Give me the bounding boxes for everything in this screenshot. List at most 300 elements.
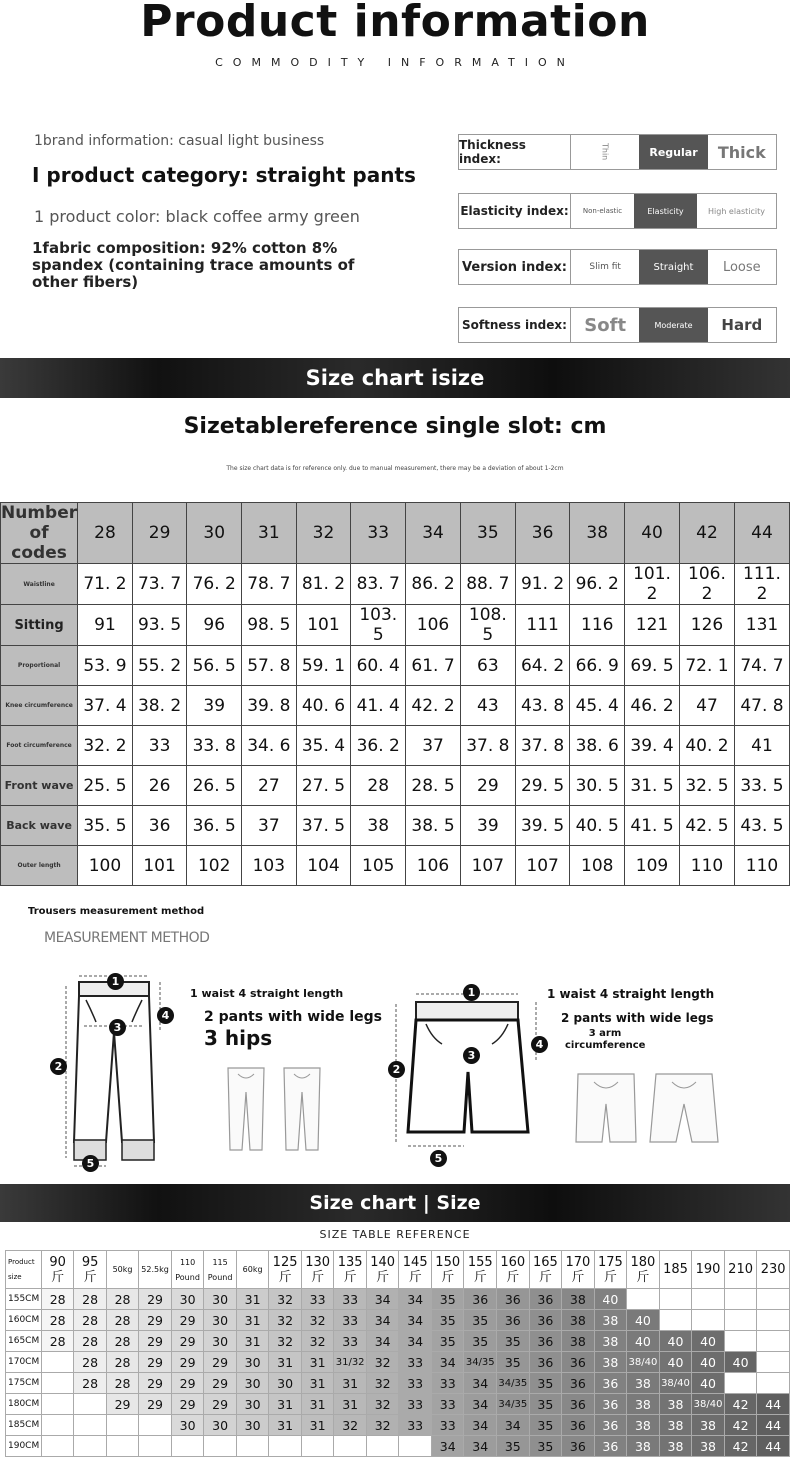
size-table-corner: Number of codes	[1, 503, 78, 563]
table-cell: 38	[594, 1310, 627, 1331]
table-cell: 71. 2	[78, 564, 133, 605]
table-cell: 42. 5	[680, 806, 735, 846]
table-cell	[74, 1394, 106, 1415]
index-option: Loose	[722, 259, 761, 275]
table-cell: 110	[734, 846, 789, 886]
right-callout-2: 2 pants with wide legs	[561, 1011, 714, 1025]
weight-header-cell: 110 Pound	[171, 1251, 204, 1289]
weight-header-cell: 95 斤	[74, 1251, 106, 1289]
table-cell	[41, 1373, 73, 1394]
table-cell: 32. 5	[680, 766, 735, 806]
table-cell: 91	[78, 605, 133, 646]
table-cell: 57. 8	[242, 646, 297, 686]
table-cell: 28. 5	[406, 766, 461, 806]
table-cell: 33	[431, 1394, 464, 1415]
table-cell: 29	[460, 766, 515, 806]
table-cell: 34/35	[464, 1352, 497, 1373]
weight-height-table	[5, 1250, 790, 1457]
table-cell: 33	[399, 1415, 432, 1436]
left-callout-1: 1 waist 4 straight length	[190, 987, 344, 1000]
table-row	[1, 726, 790, 766]
table-cell: 101	[132, 846, 187, 886]
table-cell	[334, 1436, 367, 1457]
table-cell: 43	[460, 686, 515, 726]
table-cell: 32	[269, 1310, 302, 1331]
table-cell: 34	[464, 1415, 497, 1436]
table-cell: 36	[497, 1310, 530, 1331]
table-cell: 40. 5	[570, 806, 625, 846]
table-cell: 42	[724, 1436, 757, 1457]
size-table	[0, 502, 790, 886]
table-cell: 30	[269, 1373, 302, 1394]
table-cell	[757, 1289, 790, 1310]
marker-2: 2	[388, 1061, 405, 1078]
table-cell: 39. 8	[242, 686, 297, 726]
table-cell: 36	[529, 1289, 562, 1310]
index-option: Slim fit	[589, 262, 621, 272]
table-cell: 29	[139, 1331, 172, 1352]
table-row	[1, 564, 790, 605]
thickness-index	[458, 134, 777, 170]
table-cell: 106. 2	[680, 564, 735, 605]
table-cell: 73. 7	[132, 564, 187, 605]
index-option: High elasticity	[708, 206, 765, 216]
table-cell: 32	[301, 1331, 334, 1352]
size-code: 28	[78, 503, 133, 564]
table-cell: 61. 7	[406, 646, 461, 686]
row-label: Outer length	[1, 846, 78, 886]
table-cell: 34	[399, 1289, 432, 1310]
row-label: Foot circumference	[1, 726, 78, 766]
table-cell: 37	[242, 806, 297, 846]
table-row	[1, 605, 790, 646]
table-cell: 38. 6	[570, 726, 625, 766]
weight-header-cell: 160 斤	[497, 1251, 530, 1289]
table-cell: 38	[562, 1331, 595, 1352]
table-row	[6, 1436, 790, 1457]
table-cell: 36	[594, 1415, 627, 1436]
table-cell: 116	[570, 605, 625, 646]
table-cell	[659, 1289, 692, 1310]
table-cell: 31	[334, 1394, 367, 1415]
row-label: Back wave	[1, 806, 78, 846]
table-cell: 29	[204, 1394, 237, 1415]
table-cell: 35	[529, 1415, 562, 1436]
table-cell: 40	[659, 1352, 692, 1373]
table-cell: 106	[406, 605, 461, 646]
right-callout-1: 1 waist 4 straight length	[547, 987, 715, 1001]
table-row	[6, 1310, 790, 1331]
table-row	[6, 1415, 790, 1436]
table-cell: 30	[236, 1415, 268, 1436]
table-cell: 28	[106, 1289, 138, 1310]
table-cell: 37	[406, 726, 461, 766]
table-cell: 40	[627, 1310, 660, 1331]
table-cell: 108. 5	[460, 605, 515, 646]
index-label: Version index:	[459, 250, 571, 284]
table-cell: 111. 2	[734, 564, 789, 605]
table-cell: 47. 8	[734, 686, 789, 726]
table-cell: 31	[301, 1394, 334, 1415]
weight-header-cell: 130 斤	[301, 1251, 334, 1289]
table-cell: 28	[106, 1373, 138, 1394]
size-code: 33	[351, 503, 406, 564]
table-cell	[724, 1331, 757, 1352]
height-label: 190CM	[6, 1436, 42, 1457]
index-option-selected: Elasticity	[634, 194, 697, 228]
table-cell: 29	[139, 1352, 172, 1373]
table-cell: 34	[399, 1331, 432, 1352]
row-label: Proportional	[1, 646, 78, 686]
weight-header-cell: 210	[724, 1251, 757, 1289]
softness-index	[458, 307, 777, 343]
index-option: Thick	[717, 142, 766, 162]
table-cell: 29	[106, 1394, 138, 1415]
table-cell: 31	[269, 1415, 302, 1436]
table-cell: 33	[334, 1289, 367, 1310]
brand-info: 1brand information: casual light business	[34, 133, 325, 149]
table-cell: 30	[171, 1289, 204, 1310]
small-shorts-icon	[572, 1068, 722, 1148]
size-code: 35	[460, 503, 515, 564]
table-row	[1, 646, 790, 686]
table-cell: 40. 6	[296, 686, 351, 726]
shorts-diagram	[382, 982, 552, 1162]
table-cell: 64. 2	[515, 646, 570, 686]
table-cell: 29	[139, 1310, 172, 1331]
table-cell: 31	[301, 1352, 334, 1373]
table-cell: 36	[562, 1415, 595, 1436]
table-cell: 44	[757, 1415, 790, 1436]
weight-header-cell: 135 斤	[334, 1251, 367, 1289]
table-cell: 38/40	[627, 1352, 660, 1373]
table-cell: 35	[431, 1289, 464, 1310]
table-cell: 42	[724, 1394, 757, 1415]
table-cell	[74, 1436, 106, 1457]
table-cell: 55. 2	[132, 646, 187, 686]
size-chart-banner: Size chart isize	[0, 358, 790, 398]
table-cell: 28	[351, 766, 406, 806]
table-cell: 131	[734, 605, 789, 646]
table-row	[1, 686, 790, 726]
weight-header-cell: 115 Pound	[204, 1251, 237, 1289]
marker-4: 4	[157, 1007, 174, 1024]
table-cell: 46. 2	[625, 686, 680, 726]
weight-header-cell: 180 斤	[627, 1251, 660, 1289]
index-option-selected: Regular	[639, 135, 707, 169]
table-cell: 35	[529, 1436, 562, 1457]
table-cell: 34	[431, 1352, 464, 1373]
table-cell: 66. 9	[570, 646, 625, 686]
table-cell: 41	[734, 726, 789, 766]
size-heading: Sizetablereference single slot: cm	[183, 414, 607, 439]
table-cell: 36	[529, 1331, 562, 1352]
table-cell: 63	[460, 646, 515, 686]
table-cell: 38	[562, 1289, 595, 1310]
table-cell: 31	[236, 1289, 268, 1310]
weight-header-cell: 165 斤	[529, 1251, 562, 1289]
size-code: 30	[187, 503, 242, 564]
table-cell: 38	[594, 1331, 627, 1352]
table-cell: 96	[187, 605, 242, 646]
height-label: 175CM	[6, 1373, 42, 1394]
table-cell: 69. 5	[625, 646, 680, 686]
table-cell: 59. 1	[296, 646, 351, 686]
size-code: 38	[570, 503, 625, 564]
index-option-selected: Moderate	[639, 308, 707, 342]
table-cell: 96. 2	[570, 564, 625, 605]
version-index	[458, 249, 777, 285]
table-cell: 101	[296, 605, 351, 646]
index-option: Hard	[721, 316, 763, 334]
row-label: Waistline	[1, 564, 78, 605]
marker-5: 5	[430, 1150, 447, 1167]
right-callout-3: 3 arm circumference	[565, 1028, 646, 1051]
weight-header-cell: 140 斤	[366, 1251, 399, 1289]
table-cell: 86. 2	[406, 564, 461, 605]
table-cell: 30	[171, 1415, 204, 1436]
table-cell	[692, 1289, 725, 1310]
table-cell: 107	[460, 846, 515, 886]
table-cell: 108	[570, 846, 625, 886]
table-cell: 36	[562, 1436, 595, 1457]
measurement-logo: MEASUREMENT METHOD	[44, 930, 210, 946]
table-cell: 25. 5	[78, 766, 133, 806]
weight-header-cell: 190	[692, 1251, 725, 1289]
table-row	[1, 766, 790, 806]
table-cell	[757, 1310, 790, 1331]
table-cell: 105	[351, 846, 406, 886]
table-cell: 28	[41, 1310, 73, 1331]
table-cell: 29	[204, 1373, 237, 1394]
table-cell: 30	[236, 1373, 268, 1394]
table-cell: 33	[399, 1352, 432, 1373]
marker-4: 4	[531, 1036, 548, 1053]
table-cell: 36	[562, 1373, 595, 1394]
table-cell: 32	[269, 1289, 302, 1310]
table-cell: 31	[236, 1331, 268, 1352]
table-cell: 60. 4	[351, 646, 406, 686]
table-cell: 44	[757, 1436, 790, 1457]
table-cell: 30	[236, 1352, 268, 1373]
table-cell: 103	[242, 846, 297, 886]
table-cell	[41, 1394, 73, 1415]
table-cell: 38	[627, 1415, 660, 1436]
table-cell	[724, 1310, 757, 1331]
index-label: Thickness index:	[459, 135, 571, 169]
size-code: 44	[734, 503, 789, 564]
table-cell: 28	[106, 1352, 138, 1373]
table-cell: 53. 9	[78, 646, 133, 686]
size-code: 29	[132, 503, 187, 564]
table-cell: 34/35	[497, 1373, 530, 1394]
table-cell	[74, 1415, 106, 1436]
table-cell: 110	[680, 846, 735, 886]
table-cell: 38	[659, 1394, 692, 1415]
table-cell: 29	[139, 1373, 172, 1394]
size-table-header	[1, 503, 790, 564]
table-cell: 38/40	[659, 1373, 692, 1394]
weight-header-cell: 52.5kg	[139, 1251, 172, 1289]
weight-header-cell: 155 斤	[464, 1251, 497, 1289]
table-cell: 37. 8	[515, 726, 570, 766]
marker-3: 3	[109, 1019, 126, 1036]
table-cell: 38	[627, 1394, 660, 1415]
size-note: The size chart data is for reference only. due to manual measurement, there may be a deviation of about 1-2cm	[226, 465, 564, 472]
table-cell: 39	[460, 806, 515, 846]
table-cell: 28	[74, 1373, 106, 1394]
table-cell: 33	[399, 1394, 432, 1415]
table-cell: 30	[204, 1331, 237, 1352]
size-code: 36	[515, 503, 570, 564]
small-trousers-icon	[220, 1062, 330, 1152]
table-cell: 36. 2	[351, 726, 406, 766]
table-cell	[724, 1373, 757, 1394]
table-cell: 72. 1	[680, 646, 735, 686]
table-cell: 41. 4	[351, 686, 406, 726]
table-cell	[171, 1436, 204, 1457]
height-label: 185CM	[6, 1415, 42, 1436]
table-cell: 88. 7	[460, 564, 515, 605]
table-cell: 28	[74, 1352, 106, 1373]
size-table-reference: SIZE TABLE REFERENCE	[319, 1228, 471, 1241]
table-cell: 35	[431, 1310, 464, 1331]
table-cell: 34	[366, 1310, 399, 1331]
size-code: 34	[406, 503, 461, 564]
table-cell: 34	[464, 1394, 497, 1415]
table-cell: 33. 8	[187, 726, 242, 766]
weight-header-cell: 90 斤	[41, 1251, 73, 1289]
table-cell: 109	[625, 846, 680, 886]
table-cell: 34	[366, 1331, 399, 1352]
table-cell: 30	[204, 1289, 237, 1310]
height-label: 165CM	[6, 1331, 42, 1352]
table-cell: 35	[529, 1373, 562, 1394]
table-cell: 101. 2	[625, 564, 680, 605]
category-info: I product category: straight pants	[32, 163, 416, 187]
weight-header-cell: 145 斤	[399, 1251, 432, 1289]
table-cell: 37. 8	[460, 726, 515, 766]
table-cell: 33	[132, 726, 187, 766]
table-cell	[41, 1436, 73, 1457]
marker-1: 1	[463, 984, 480, 1001]
index-option: Non-elastic	[582, 207, 623, 215]
table-cell: 30	[236, 1394, 268, 1415]
weight-header-cell: 60kg	[236, 1251, 268, 1289]
table-cell: 121	[625, 605, 680, 646]
table-cell: 27. 5	[296, 766, 351, 806]
elasticity-index	[458, 193, 777, 229]
table-cell: 35	[529, 1394, 562, 1415]
table-cell: 91. 2	[515, 564, 570, 605]
table-cell: 31. 5	[625, 766, 680, 806]
table-cell: 32	[366, 1394, 399, 1415]
table-cell: 33	[334, 1310, 367, 1331]
table-cell	[692, 1310, 725, 1331]
table-cell: 31	[334, 1373, 367, 1394]
table-cell: 36	[594, 1436, 627, 1457]
table-cell	[204, 1436, 237, 1457]
table-cell: 29	[171, 1352, 204, 1373]
table-cell	[41, 1415, 73, 1436]
table-cell: 35	[464, 1310, 497, 1331]
table-cell: 36	[594, 1373, 627, 1394]
table-cell: 74. 7	[734, 646, 789, 686]
table-cell	[366, 1436, 399, 1457]
table-cell: 103. 5	[351, 605, 406, 646]
table-cell	[106, 1415, 138, 1436]
table-cell: 45. 4	[570, 686, 625, 726]
table-cell: 37. 5	[296, 806, 351, 846]
table-cell	[757, 1331, 790, 1352]
table-cell: 38	[627, 1436, 660, 1457]
table-cell: 37. 4	[78, 686, 133, 726]
table-cell: 38	[692, 1415, 725, 1436]
table-cell: 32	[366, 1352, 399, 1373]
table-cell: 33. 5	[734, 766, 789, 806]
table-cell: 40	[659, 1331, 692, 1352]
table-cell: 31	[269, 1394, 302, 1415]
weight-header-cell: 175 斤	[594, 1251, 627, 1289]
weight-header-cell: 185	[659, 1251, 692, 1289]
table-cell: 38	[627, 1373, 660, 1394]
size-code: 32	[296, 503, 351, 564]
page-title: Product information	[140, 0, 650, 47]
table-cell: 42. 2	[406, 686, 461, 726]
table-cell: 28	[74, 1310, 106, 1331]
table-cell: 33	[301, 1289, 334, 1310]
table-cell: 40	[724, 1352, 757, 1373]
table-cell: 38	[659, 1436, 692, 1457]
table-cell	[757, 1352, 790, 1373]
table-cell: 32	[366, 1373, 399, 1394]
table-cell: 28	[106, 1331, 138, 1352]
table-cell: 29	[171, 1373, 204, 1394]
table-cell	[724, 1289, 757, 1310]
table-cell: 35	[464, 1331, 497, 1352]
table-cell	[41, 1352, 73, 1373]
table-cell: 28	[74, 1289, 106, 1310]
height-label: 170CM	[6, 1352, 42, 1373]
table-row	[6, 1394, 790, 1415]
index-label: Softness index:	[459, 308, 571, 342]
measurement-title: Trousers measurement method	[28, 906, 205, 917]
table-cell: 26	[132, 766, 187, 806]
table-cell: 36	[529, 1310, 562, 1331]
left-callout-3: 3 hips	[204, 1026, 273, 1050]
table-cell: 28	[106, 1310, 138, 1331]
table-cell: 29	[171, 1394, 204, 1415]
table-cell: 35	[497, 1352, 530, 1373]
table-cell: 98. 5	[242, 605, 297, 646]
table-cell: 38	[659, 1415, 692, 1436]
table-cell: 81. 2	[296, 564, 351, 605]
table-cell: 40	[692, 1331, 725, 1352]
table-cell	[399, 1436, 432, 1457]
table-cell: 34	[464, 1373, 497, 1394]
table-cell: 104	[296, 846, 351, 886]
table-cell: 43. 8	[515, 686, 570, 726]
table-cell: 35	[431, 1331, 464, 1352]
marker-2: 2	[50, 1058, 67, 1075]
weight-header-cell: 230	[757, 1251, 790, 1289]
table-cell	[139, 1415, 172, 1436]
fabric-info: 1fabric composition: 92% cotton 8% spandex (containing trace amounts of other fibers)	[32, 239, 355, 291]
table-cell: 38	[562, 1310, 595, 1331]
table-cell: 38	[594, 1352, 627, 1373]
table-cell: 33	[431, 1415, 464, 1436]
table-cell: 36	[497, 1289, 530, 1310]
